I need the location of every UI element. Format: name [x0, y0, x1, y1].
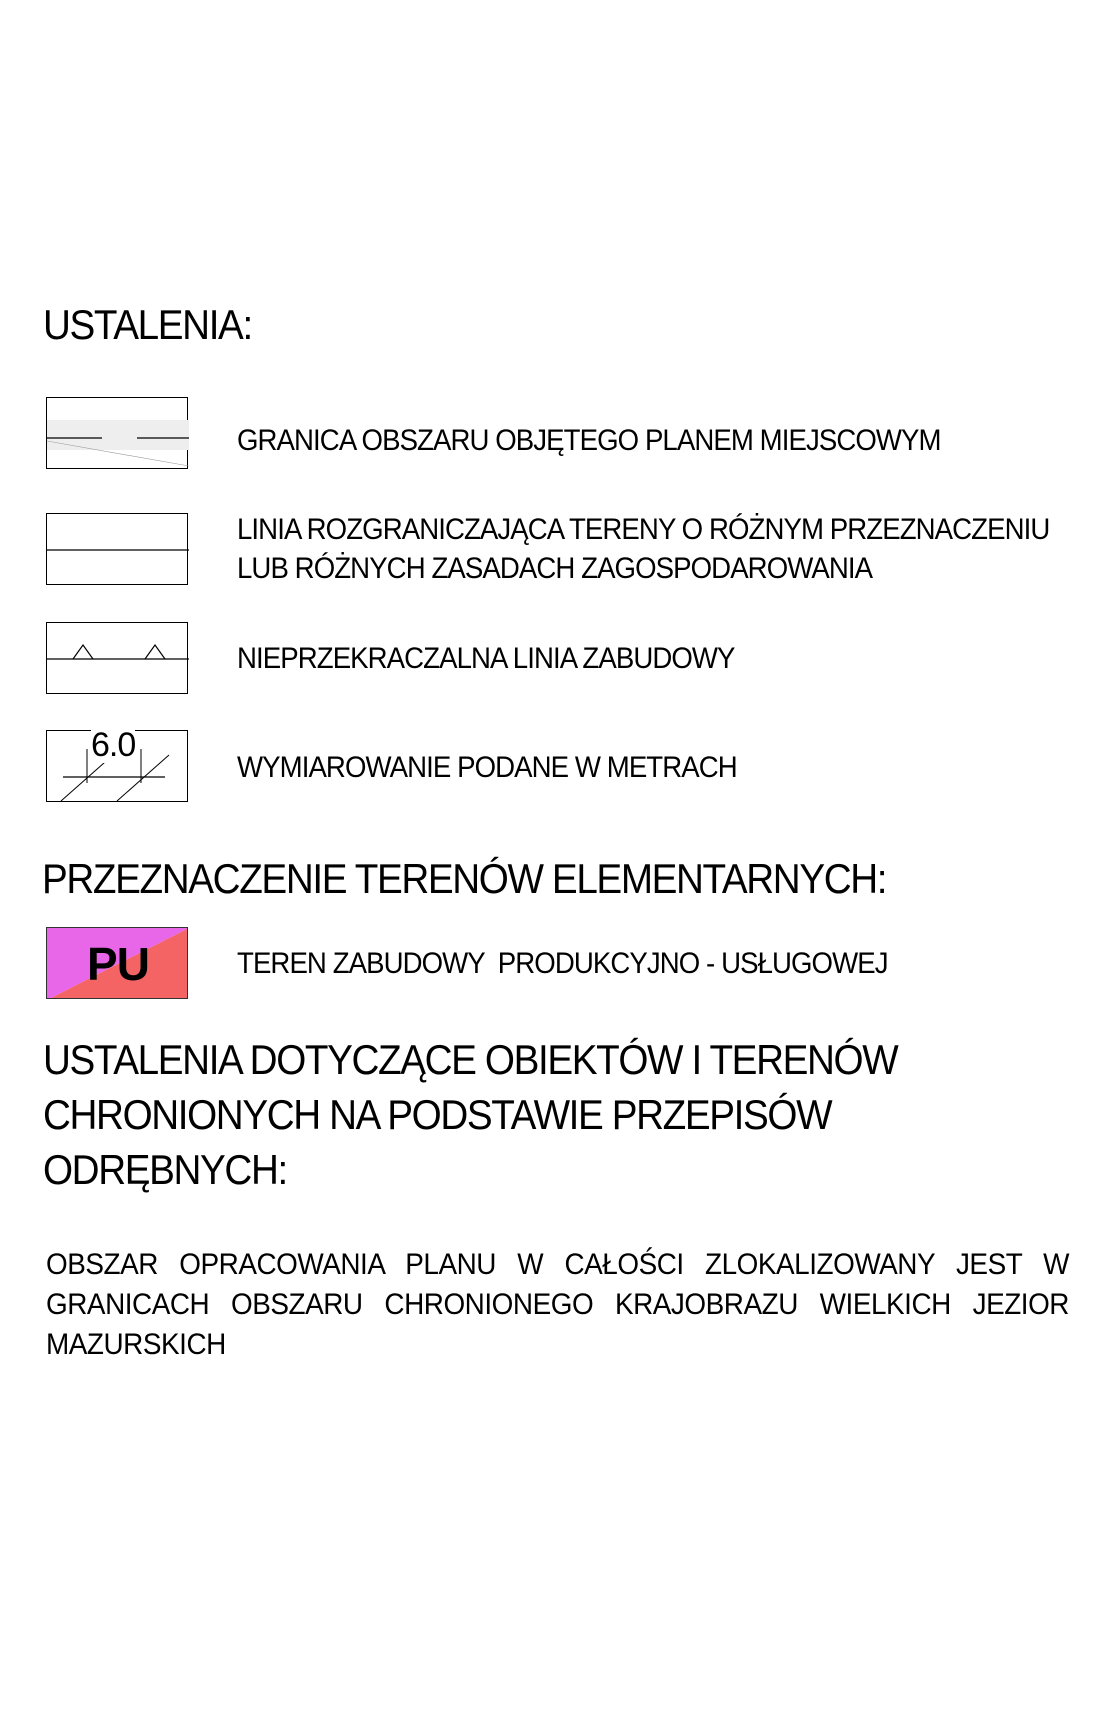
protected-area-note-text: OBSZAR OPRACOWANIA PLANU W CAŁOŚCI ZLOKALIZOWANY JEST W GRANICACH OBSZARU CHRONIONEGO KRAJOBRAZU WIELKICH JEZIOR MAZURSKICH — [46, 1248, 1069, 1361]
pu-zone-swatch — [46, 927, 188, 999]
building-line-symbol — [46, 622, 188, 694]
legend-label-linia-rozgraniczajaca-2: LUB RÓŻNYCH ZASADACH ZAGOSPODAROWANIA — [237, 552, 873, 585]
boundary-line-symbol — [46, 397, 188, 469]
dimension-value: 6.0 — [91, 726, 136, 764]
section-title-ustalenia: USTALENIA: — [43, 301, 252, 348]
protected-area-note — [46, 1245, 1070, 1365]
building-line-icon — [47, 623, 189, 695]
section-title-ochrona-3: ODRĘBNYCH: — [43, 1146, 287, 1193]
section-title-ochrona-1: USTALENIA DOTYCZĄCE OBIEKTÓW I TERENÓW — [43, 1036, 898, 1083]
legend-label-wymiarowanie: WYMIAROWANIE PODANE W METRACH — [237, 751, 737, 784]
boundary-line-icon — [47, 398, 189, 470]
legend-label-linia-rozgraniczajaca-1: LINIA ROZGRANICZAJĄCA TERENY O RÓŻNYM PRZEZNACZENIU — [237, 513, 1050, 546]
section-title-ochrona-2: CHRONIONYCH NA PODSTAWIE PRZEPISÓW — [43, 1091, 832, 1138]
dividing-line-icon — [47, 514, 189, 586]
dimension-symbol — [46, 726, 188, 802]
section-title-przeznaczenie: PRZEZNACZENIE TERENÓW ELEMENTARNYCH: — [42, 855, 887, 902]
legend-label-linia-zabudowy: NIEPRZEKRACZALNA LINIA ZABUDOWY — [237, 642, 735, 675]
legend-label-granica: GRANICA OBSZARU OBJĘTEGO PLANEM MIEJSCOWYM — [237, 424, 941, 457]
legend-label-pu: TEREN ZABUDOWY PRODUKCYJNO - USŁUGOWEJ — [237, 947, 888, 980]
pu-zone-code: PU — [87, 938, 149, 990]
dividing-line-symbol — [46, 513, 188, 585]
